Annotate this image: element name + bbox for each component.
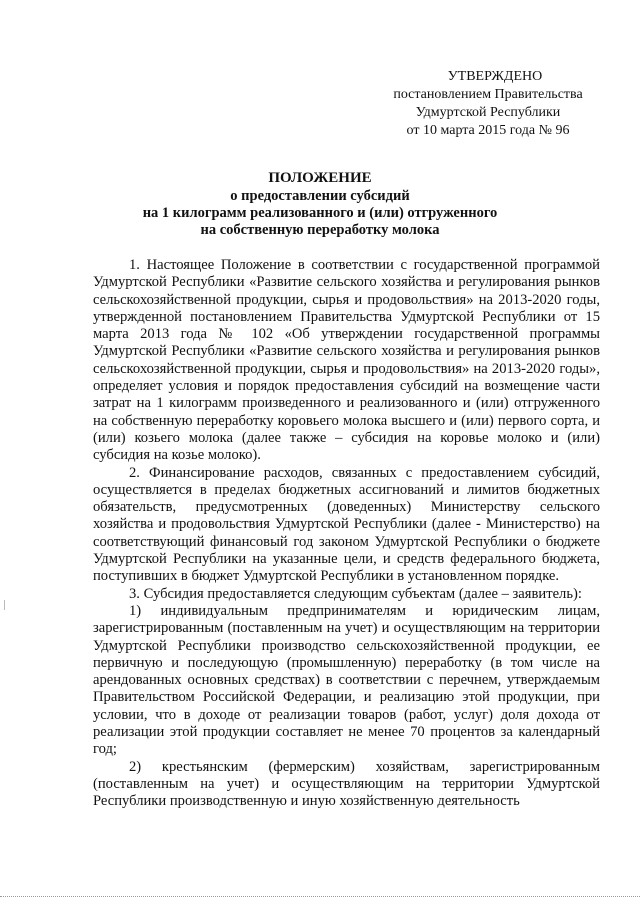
scan-margin-mark (4, 600, 5, 610)
title-line-2: на 1 килограмм реализованного и (или) отгруженного (142, 205, 498, 221)
paragraph-3: 3. Субсидия предоставляется следующим субъектам (далее – заявитель): (129, 585, 582, 602)
paragraph-3-item-1: 1) индивидуальным предпринимателям и юридическим лицам, зарегистрированным (поставленным на учет) и осуществляющим на территории Удмуртской Республики производство сельскохозяйственной продукции, ее первичную и последующую (промышленную) переработку (в том числе на арендованных основных средствах) в соответствии с перечнем, утверждаемым Правительством Российской Федерации, и реализацию этой продукции, при условии, что в доходе от реализации товаров (работ, услуг) доля дохода от реализации этой продукции составляет не менее 70 процентов за календарный год; (93, 602, 600, 758)
title-main: ПОЛОЖЕНИЕ (268, 170, 372, 186)
scan-bottom-line (0, 896, 640, 898)
title-line-1: о предоставлении субсидий (230, 188, 410, 204)
title-line-3: на собственную переработку молока (200, 222, 440, 238)
approval-line-3: от 10 марта 2015 года № 96 (406, 123, 570, 138)
paragraph-3-item-2: 2) крестьянским (фермерским) хозяйствам, зарегистрированным (поставленным на учет) и осуществляющим на территории Удмуртской Республики производственную и иную хозяйственную деятельность (93, 758, 600, 810)
document-title (60, 170, 580, 239)
approval-heading: УТВЕРЖДЕНО (447, 69, 543, 84)
document-body (93, 257, 600, 811)
paragraph-2: 2. Финансирование расходов, связанных с предоставлением субсидий, осуществляется в пределах бюджетных ассигнований и лимитов бюджетных обязательств, предусмотренных (доведенных) Министерству сельского хозяйства и продовольствия Удмуртской Республики (далее - Министерство) на соответствующий финансовый год законом Удмуртской Республики о бюджете Удмуртской Республики на указанные цели, и средств федерального бюджета, поступивших в бюджет Удмуртской Республики в установленном порядке. (93, 464, 600, 585)
approval-line-1: постановлением Правительства (393, 87, 583, 102)
approval-line-2: Удмуртской Республики (415, 105, 561, 120)
approval-stamp (388, 68, 588, 140)
paragraph-1: 1. Настоящее Положение в соответствии с государственной программой Удмуртской Республики «Развитие сельского хозяйства и регулирования рынков сельскохозяйственной продукции, сырья и продовольствия» на 2013-2020 годы, утвержденной постановлением Правительства Удмуртской Республики от 15 марта 2013 года № 102 «Об утверждении государственной программы Удмуртской Республики «Развитие сельского хозяйства и регулирования рынков сельскохозяйственной продукции, сырья и продовольствия» на 2013-2020 годы», определяет условия и порядок предоставления субсидий на возмещение части затрат на 1 килограмм произведенного и реализованного и (или) отгруженного на собственную переработку коровьего молока высшего и (или) первого сорта, и (или) козьего молока (далее также – субсидия на коровье молоко и (или) субсидия на козье молоко). (93, 257, 600, 464)
